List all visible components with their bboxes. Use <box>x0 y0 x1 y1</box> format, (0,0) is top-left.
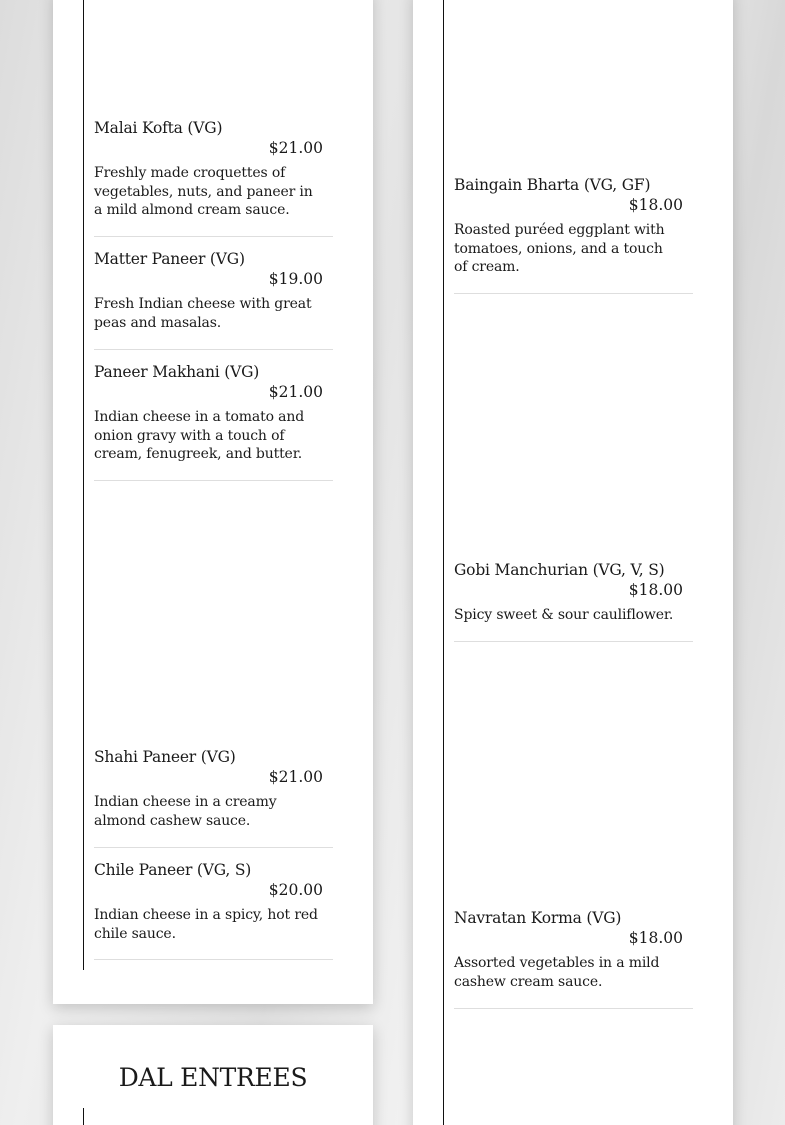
menu-item <box>454 561 693 642</box>
menu-item <box>94 861 333 960</box>
menu-item-price: $18.00 <box>628 196 683 214</box>
menu-item <box>94 119 333 237</box>
menu-item-price: $21.00 <box>268 139 323 157</box>
menu-item-description: Roasted puréed eggplant with tomatoes, onions, and a touch of cream. <box>454 222 665 275</box>
menu-card-dal-entrees <box>53 1025 373 1125</box>
menu-item <box>94 250 333 350</box>
menu-item-price: $21.00 <box>268 383 323 401</box>
menu-item <box>94 748 333 848</box>
menu-item-name: Matter Paneer (VG) <box>94 250 245 268</box>
menu-item-name: Baingain Bharta (VG, GF) <box>454 176 651 194</box>
menu-item <box>454 176 693 294</box>
menu-item-name: Shahi Paneer (VG) <box>94 748 236 766</box>
menu-item-price: $19.00 <box>268 270 323 288</box>
menu-item-price: $18.00 <box>628 581 683 599</box>
section-title: DAL ENTREES <box>118 1063 308 1092</box>
menu-item-description: Indian cheese in a creamy almond cashew sauce. <box>94 794 277 829</box>
menu-item <box>454 909 693 1009</box>
menu-item-description: Indian cheese in a spicy, hot red chile sauce. <box>94 907 318 942</box>
menu-item <box>94 363 333 481</box>
menu-item-price: $21.00 <box>268 768 323 786</box>
menu-item-name: Navratan Korma (VG) <box>454 909 622 927</box>
menu-item-name: Chile Paneer (VG, S) <box>94 861 252 879</box>
column-rule <box>83 1108 84 1125</box>
menu-item-name: Gobi Manchurian (VG, V, S) <box>454 561 665 579</box>
menu-item-description: Freshly made croquettes of vegetables, nuts, and paneer in a mild almond cream sauce. <box>94 165 313 218</box>
menu-item-name: Malai Kofta (VG) <box>94 119 223 137</box>
menu-item-description: Indian cheese in a tomato and onion gravy with a touch of cream, fenugreek, and butter. <box>94 409 305 462</box>
menu-card-right <box>413 0 733 1125</box>
menu-item-description: Fresh Indian cheese with great peas and masalas. <box>94 296 312 331</box>
menu-item-price: $20.00 <box>268 881 323 899</box>
menu-item-name: Paneer Makhani (VG) <box>94 363 260 381</box>
menu-item-description: Spicy sweet & sour cauliflower. <box>454 607 674 623</box>
menu-card-left <box>53 0 373 1004</box>
menu-item-price: $18.00 <box>628 929 683 947</box>
menu-item-description: Assorted vegetables in a mild cashew cream sauce. <box>454 955 660 990</box>
column-rule <box>83 0 84 970</box>
column-rule <box>443 0 444 1125</box>
